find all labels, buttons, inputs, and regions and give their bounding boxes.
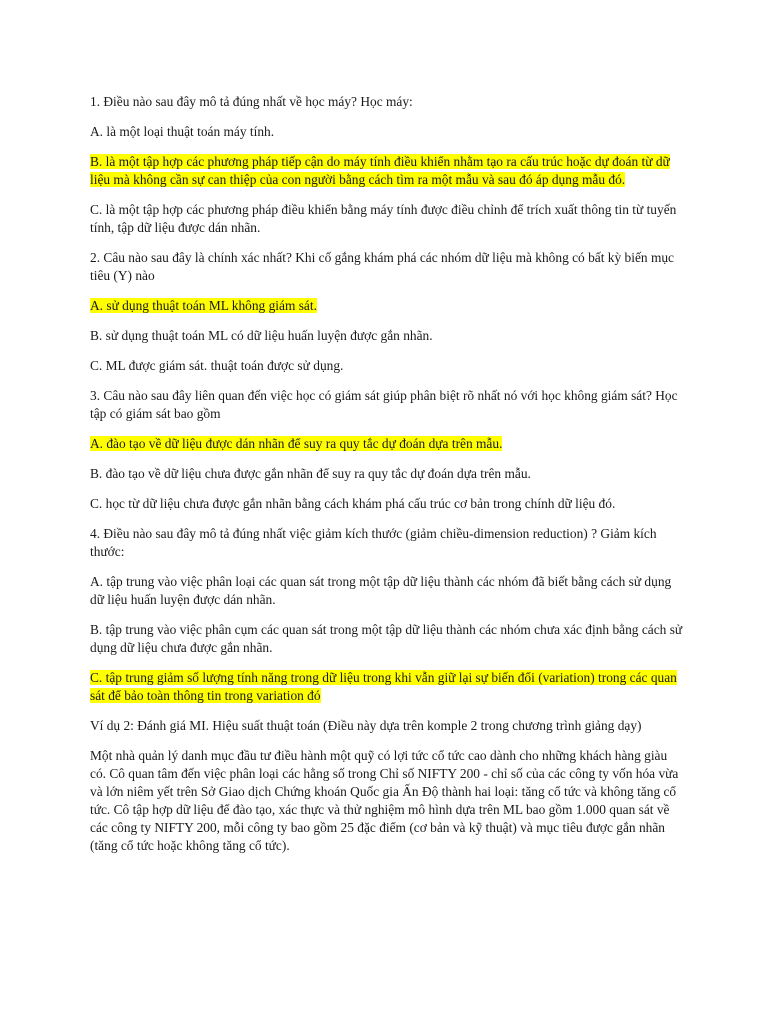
question-1-option-c: C. là một tập hợp các phương pháp điều khiển bằng máy tính được điều chỉnh để trích xuất thông tin từ tuyến tính, tập dữ liệu được dán nhãn. [90,202,677,235]
question-1-option-a: A. là một loại thuật toán máy tính. [90,124,275,139]
answer-highlight: C. tập trung giảm số lượng tính năng trong dữ liệu trong khi vẫn giữ lại sự biến đổi (variation) trong các quan sát để bảo toàn thông tin trong variation đó [90,670,677,703]
question-2-stem: 2. Câu nào sau đây là chính xác nhất? Khi cố gắng khám phá các nhóm dữ liệu mà không có bất kỳ biến mục tiêu (Y) nào [90,250,675,283]
answer-highlight: A. sử dụng thuật toán ML không giám sát. [90,298,317,313]
question-4-option-a: A. tập trung vào việc phân loại các quan sát trong một tập dữ liệu thành các nhóm đã biết bằng cách sử dụng dữ liệu huấn luyện được dán nhãn. [90,574,672,607]
question-1-option-b-answer [90,153,686,189]
question-4-option-c-answer [90,669,686,705]
answer-highlight: A. đào tạo về dữ liệu được dán nhãn để suy ra quy tắc dự đoán dựa trên mẫu. [90,436,503,451]
question-4-stem: 4. Điều nào sau đây mô tả đúng nhất việc giảm kích thước (giảm chiều-dimension reduction) ? Giảm kích thước: [90,526,657,559]
question-3-option-b: B. đào tạo về dữ liệu chưa được gắn nhãn để suy ra quy tắc dự đoán dựa trên mẫu. [90,466,531,481]
question-3-option-a-answer [90,435,686,453]
example-2-body: Một nhà quản lý danh mục đầu tư điều hành một quỹ có lợi tức cổ tức cao dành cho những khách hàng giàu có. Cô quan tâm đến việc phân loại các hằng số trong Chỉ số NIFTY 200 - chỉ số của các công ty vốn hóa vừa và lớn niêm yết trên Sở Giao dịch Chứng khoán Quốc gia Ấn Độ thành hai loại: tăng cổ tức và không tăng cổ tức. Cô tập hợp dữ liệu để đào tạo, xác thực và thử nghiệm mô hình dựa trên ML bao gồm 1.000 quan sát về các công ty NIFTY 200, mỗi công ty bao gồm 25 đặc điểm (cơ bản và kỹ thuật) và mục tiêu được gắn nhãn (tăng cổ tức hoặc không tăng cổ tức). [90,748,679,853]
question-3-stem: 3. Câu nào sau đây liên quan đến việc học có giám sát giúp phân biệt rõ nhất nó với học không giám sát? Học tập có giám sát bao gồm [90,388,678,421]
question-4-option-b: B. tập trung vào việc phân cụm các quan sát trong một tập dữ liệu thành các nhóm chưa xác định bằng cách sử dụng dữ liệu chưa được gắn nhãn. [90,622,683,655]
question-3-option-c: C. học từ dữ liệu chưa được gắn nhãn bằng cách khám phá cấu trúc cơ bản trong chính dữ liệu đó. [90,496,616,511]
example-2-heading: Ví dụ 2: Đánh giá MI. Hiệu suất thuật toán (Điều này dựa trên komple 2 trong chương trình giảng dạy) [90,718,642,733]
question-2-option-b: B. sử dụng thuật toán ML có dữ liệu huấn luyện được gắn nhãn. [90,328,433,343]
question-2-option-c: C. ML được giám sát. thuật toán được sử dụng. [90,358,344,373]
question-2-option-a-answer [90,297,686,315]
answer-highlight: B. là một tập hợp các phương pháp tiếp cận do máy tính điều khiển nhằm tạo ra cấu trúc hoặc dự đoán từ dữ liệu mà không cần sự can thiệp của con người bằng cách tìm ra một mẫu và sau đó áp dụng mẫu đó. [90,154,670,187]
question-1-stem: 1. Điều nào sau đây mô tả đúng nhất về học máy? Học máy: [90,94,413,109]
